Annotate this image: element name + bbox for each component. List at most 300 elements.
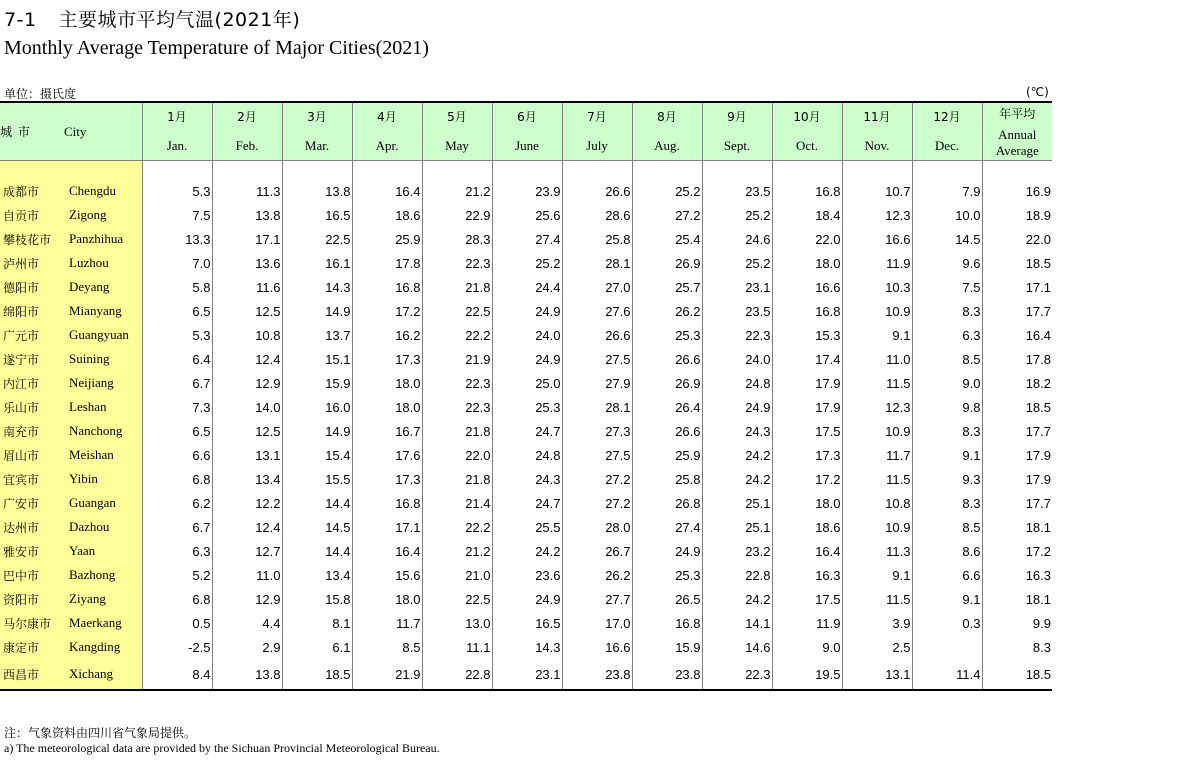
city-name-cn: 广安市 — [0, 491, 64, 515]
temperature-cell: 23.1 — [702, 275, 772, 299]
temperature-cell: 10.8 — [212, 323, 282, 347]
annual-average-cell: 17.8 — [982, 347, 1052, 371]
header-month-8 — [632, 102, 702, 161]
table-row — [0, 419, 1052, 443]
temperature-cell: 26.2 — [632, 299, 702, 323]
temperature-cell: 12.5 — [212, 299, 282, 323]
temperature-cell: 15.1 — [282, 347, 352, 371]
annual-average-cell: 17.9 — [982, 443, 1052, 467]
temperature-cell — [912, 635, 982, 659]
temperature-cell: 27.9 — [562, 371, 632, 395]
temperature-cell: 11.4 — [912, 659, 982, 689]
table-row — [0, 299, 1052, 323]
temperature-cell: 27.4 — [632, 515, 702, 539]
temperature-cell: 27.4 — [492, 227, 562, 251]
city-name-en: Zigong — [64, 203, 142, 227]
temperature-cell: 27.2 — [562, 467, 632, 491]
city-name-cn: 宜宾市 — [0, 467, 64, 491]
table-body — [0, 161, 1052, 691]
city-name-cn: 德阳市 — [0, 275, 64, 299]
header-annual-en — [983, 127, 1053, 160]
temperature-cell: 4.4 — [212, 611, 282, 635]
temperature-cell: 10.9 — [842, 515, 912, 539]
city-name-en: Guangyuan — [64, 323, 142, 347]
temperature-cell: 14.5 — [282, 515, 352, 539]
temperature-cell: 15.5 — [282, 467, 352, 491]
temperature-cell: 6.3 — [912, 323, 982, 347]
temperature-cell: 16.6 — [842, 227, 912, 251]
temperature-cell: 16.5 — [492, 611, 562, 635]
header-month-7 — [562, 102, 632, 161]
temperature-cell: 16.2 — [352, 323, 422, 347]
temperature-cell: -2.5 — [142, 635, 212, 659]
temperature-cell: 11.7 — [352, 611, 422, 635]
spacer-cell — [282, 161, 352, 180]
temperature-cell: 23.6 — [492, 563, 562, 587]
temperature-cell: 28.3 — [422, 227, 492, 251]
temperature-cell: 16.4 — [352, 539, 422, 563]
temperature-cell: 21.9 — [352, 659, 422, 689]
temperature-cell: 7.5 — [912, 275, 982, 299]
city-name-en: Meishan — [64, 443, 142, 467]
city-name-en: Yibin — [64, 467, 142, 491]
temperature-cell: 18.0 — [352, 371, 422, 395]
temperature-cell: 23.5 — [702, 179, 772, 203]
temperature-cell: 11.0 — [212, 563, 282, 587]
temperature-cell: 24.2 — [702, 467, 772, 491]
spacer-cell — [772, 161, 842, 180]
city-name-en: Mianyang — [64, 299, 142, 323]
city-name-en: Luzhou — [64, 251, 142, 275]
spacer-cell — [912, 161, 982, 180]
temperature-cell: 16.4 — [772, 539, 842, 563]
temperature-cell: 22.3 — [422, 251, 492, 275]
header-month-en: Sept. — [723, 138, 751, 153]
header-month-en: Aug. — [654, 138, 680, 153]
temperature-cell: 13.7 — [282, 323, 352, 347]
temperature-cell: 14.3 — [492, 635, 562, 659]
temperature-cell: 27.6 — [562, 299, 632, 323]
temperature-cell: 25.1 — [702, 491, 772, 515]
city-name-en: Chengdu — [64, 179, 142, 203]
city-name-en: Ziyang — [64, 587, 142, 611]
annual-average-cell: 18.2 — [982, 371, 1052, 395]
temperature-cell: 21.8 — [422, 467, 492, 491]
temperature-cell: 21.8 — [422, 275, 492, 299]
spacer-cell — [982, 161, 1052, 180]
temperature-cell: 0.3 — [912, 611, 982, 635]
temperature-cell: 12.4 — [212, 347, 282, 371]
temperature-cell: 15.9 — [282, 371, 352, 395]
temperature-cell: 2.9 — [212, 635, 282, 659]
header-annual-en-line2: Average — [995, 143, 1039, 158]
header-city-en: City — [64, 102, 142, 161]
temperature-cell: 23.1 — [492, 659, 562, 689]
table-row — [0, 275, 1052, 299]
annual-average-cell: 17.9 — [982, 467, 1052, 491]
table-title-cn-text: 主要城市平均气温(2021年) — [58, 9, 301, 31]
table-row — [0, 467, 1052, 491]
city-name-en: Guangan — [64, 491, 142, 515]
temperature-cell: 17.4 — [772, 347, 842, 371]
annual-average-cell: 16.4 — [982, 323, 1052, 347]
temperature-cell: 12.7 — [212, 539, 282, 563]
city-name-cn: 资阳市 — [0, 587, 64, 611]
temperature-cell: 11.5 — [842, 467, 912, 491]
table-row — [0, 203, 1052, 227]
table-row — [0, 227, 1052, 251]
temperature-cell: 27.2 — [562, 491, 632, 515]
table-row — [0, 179, 1052, 203]
header-month-en: Jan. — [166, 138, 188, 153]
temperature-cell: 21.4 — [422, 491, 492, 515]
temperature-cell: 12.5 — [212, 419, 282, 443]
city-name-en: Nanchong — [64, 419, 142, 443]
temperature-cell: 26.6 — [632, 419, 702, 443]
temperature-cell: 18.0 — [352, 395, 422, 419]
spacer-cell — [422, 161, 492, 180]
annual-average-cell: 8.3 — [982, 635, 1052, 659]
temperature-cell: 11.3 — [212, 179, 282, 203]
temperature-cell: 22.2 — [422, 323, 492, 347]
city-name-en: Leshan — [64, 395, 142, 419]
temperature-cell: 26.5 — [632, 587, 702, 611]
header-annual-cn: 年平均 — [999, 107, 1036, 121]
header-month-9 — [702, 102, 772, 161]
temperature-cell: 15.4 — [282, 443, 352, 467]
temperature-cell: 14.5 — [912, 227, 982, 251]
city-name-cn: 康定市 — [0, 635, 64, 659]
temperature-cell: 27.5 — [562, 443, 632, 467]
temperature-cell: 27.2 — [632, 203, 702, 227]
header-month-2 — [212, 102, 282, 161]
temperature-cell: 24.3 — [702, 419, 772, 443]
temperature-cell: 22.2 — [422, 515, 492, 539]
footnote-chinese: 注：气象资料由四川省气象局提供。 — [4, 726, 197, 740]
temperature-cell: 22.3 — [702, 659, 772, 689]
temperature-cell: 17.2 — [772, 467, 842, 491]
header-month-12 — [912, 102, 982, 161]
temperature-cell: 24.8 — [492, 443, 562, 467]
annual-average-cell: 17.7 — [982, 299, 1052, 323]
temperature-cell: 24.9 — [632, 539, 702, 563]
temperature-cell: 22.3 — [422, 371, 492, 395]
temperature-cell: 13.8 — [212, 203, 282, 227]
header-month-cn: 9月 — [727, 110, 747, 124]
temperature-cell: 8.6 — [912, 539, 982, 563]
temperature-cell: 18.6 — [352, 203, 422, 227]
temperature-cell: 9.1 — [842, 563, 912, 587]
temperature-cell: 10.0 — [912, 203, 982, 227]
temperature-cell: 26.8 — [632, 491, 702, 515]
table-row — [0, 659, 1052, 689]
city-name-cn: 雅安市 — [0, 539, 64, 563]
temperature-cell: 21.0 — [422, 563, 492, 587]
temperature-cell: 12.3 — [842, 395, 912, 419]
temperature-cell: 8.5 — [352, 635, 422, 659]
temperature-cell: 24.8 — [702, 371, 772, 395]
spacer-cell — [842, 161, 912, 180]
temperature-cell: 10.8 — [842, 491, 912, 515]
temperature-cell: 14.4 — [282, 491, 352, 515]
spacer-cell — [702, 161, 772, 180]
temperature-cell: 24.9 — [492, 587, 562, 611]
temperature-cell: 11.9 — [842, 251, 912, 275]
temperature-cell: 28.6 — [562, 203, 632, 227]
footnote-english: a) The meteorological data are provided by the Sichuan Provincial Meteorological Bureau. — [4, 741, 440, 755]
spacer-cell — [562, 161, 632, 180]
city-name-cn: 南充市 — [0, 419, 64, 443]
table-row — [0, 371, 1052, 395]
temperature-cell: 22.3 — [422, 395, 492, 419]
header-month-5 — [422, 102, 492, 161]
temperature-cell: 11.9 — [772, 611, 842, 635]
header-month-cn: 6月 — [517, 110, 537, 124]
temperature-cell: 17.9 — [772, 371, 842, 395]
city-name-en: Dazhou — [64, 515, 142, 539]
spacer-row — [0, 161, 1052, 180]
temperature-cell: 22.5 — [422, 587, 492, 611]
temperature-cell: 8.5 — [912, 347, 982, 371]
temperature-cell: 6.1 — [282, 635, 352, 659]
temperature-cell: 7.9 — [912, 179, 982, 203]
city-name-cn: 眉山市 — [0, 443, 64, 467]
city-name-cn: 广元市 — [0, 323, 64, 347]
annual-average-cell: 18.9 — [982, 203, 1052, 227]
temperature-cell: 21.2 — [422, 179, 492, 203]
temperature-cell: 19.5 — [772, 659, 842, 689]
temperature-cell: 15.9 — [632, 635, 702, 659]
temperature-cell: 6.5 — [142, 419, 212, 443]
header-month-6 — [492, 102, 562, 161]
temperature-cell: 15.6 — [352, 563, 422, 587]
city-name-cn: 马尔康市 — [0, 611, 64, 635]
temperature-cell: 13.1 — [842, 659, 912, 689]
table-row — [0, 635, 1052, 659]
header-month-en: May — [445, 138, 469, 153]
temperature-cell: 25.3 — [632, 563, 702, 587]
annual-average-cell: 18.1 — [982, 515, 1052, 539]
temperature-cell: 22.3 — [702, 323, 772, 347]
temperature-cell: 14.9 — [282, 299, 352, 323]
temperature-cell: 24.9 — [492, 299, 562, 323]
temperature-cell: 8.3 — [912, 419, 982, 443]
annual-average-cell: 18.5 — [982, 251, 1052, 275]
temperature-cell: 24.6 — [702, 227, 772, 251]
temperature-cell: 16.8 — [632, 611, 702, 635]
temperature-cell: 25.2 — [702, 203, 772, 227]
spacer-cell — [492, 161, 562, 180]
city-name-cn: 遂宁市 — [0, 347, 64, 371]
temperature-cell: 13.3 — [142, 227, 212, 251]
temperature-cell: 18.0 — [352, 587, 422, 611]
annual-average-cell: 16.3 — [982, 563, 1052, 587]
temperature-cell: 13.4 — [212, 467, 282, 491]
city-name-cn: 成都市 — [0, 179, 64, 203]
city-name-cn: 攀枝花市 — [0, 227, 64, 251]
header-row — [0, 102, 1052, 161]
temperature-cell: 9.0 — [772, 635, 842, 659]
header-month-en: Apr. — [375, 138, 399, 153]
city-name-en: Yaan — [64, 539, 142, 563]
temperature-cell: 8.1 — [282, 611, 352, 635]
temperature-cell: 12.9 — [212, 371, 282, 395]
header-month-en: Mar. — [304, 138, 330, 153]
temperature-table — [0, 101, 1052, 691]
temperature-cell: 18.0 — [772, 491, 842, 515]
temperature-cell: 17.5 — [772, 419, 842, 443]
temperature-cell: 22.8 — [422, 659, 492, 689]
header-month-cn: 4月 — [377, 110, 397, 124]
city-name-en: Kangding — [64, 635, 142, 659]
header-month-4 — [352, 102, 422, 161]
temperature-cell: 6.5 — [142, 299, 212, 323]
temperature-cell: 24.2 — [702, 587, 772, 611]
temperature-cell: 17.6 — [352, 443, 422, 467]
header-month-en: Feb. — [235, 138, 259, 153]
temperature-cell: 14.6 — [702, 635, 772, 659]
temperature-cell: 24.7 — [492, 419, 562, 443]
header-month-cn: 1月 — [167, 110, 187, 124]
header-month-en: Dec. — [934, 138, 960, 153]
temperature-cell: 25.2 — [702, 251, 772, 275]
annual-average-cell: 18.5 — [982, 659, 1052, 689]
temperature-cell: 10.9 — [842, 299, 912, 323]
temperature-cell: 9.1 — [912, 587, 982, 611]
temperature-cell: 25.5 — [492, 515, 562, 539]
temperature-cell: 9.8 — [912, 395, 982, 419]
temperature-cell: 26.6 — [632, 347, 702, 371]
city-name-cn: 绵阳市 — [0, 299, 64, 323]
annual-average-cell: 18.5 — [982, 395, 1052, 419]
temperature-cell: 17.3 — [352, 347, 422, 371]
header-month-en: Oct. — [795, 138, 819, 153]
temperature-cell: 11.0 — [842, 347, 912, 371]
temperature-cell: 16.8 — [352, 491, 422, 515]
temperature-cell: 13.4 — [282, 563, 352, 587]
temperature-cell: 16.3 — [772, 563, 842, 587]
temperature-cell: 17.3 — [352, 467, 422, 491]
annual-average-cell: 17.1 — [982, 275, 1052, 299]
temperature-cell: 23.5 — [702, 299, 772, 323]
bottom-rule-cell — [0, 689, 1052, 690]
temperature-cell: 6.7 — [142, 371, 212, 395]
temperature-cell: 23.8 — [562, 659, 632, 689]
temperature-cell: 9.0 — [912, 371, 982, 395]
temperature-cell: 16.8 — [772, 179, 842, 203]
temperature-cell: 11.1 — [422, 635, 492, 659]
temperature-cell: 24.4 — [492, 275, 562, 299]
spacer-cell — [212, 161, 282, 180]
temperature-cell: 21.9 — [422, 347, 492, 371]
header-month-cn: 8月 — [657, 110, 677, 124]
annual-average-cell: 17.7 — [982, 419, 1052, 443]
temperature-cell: 23.9 — [492, 179, 562, 203]
temperature-cell: 17.2 — [352, 299, 422, 323]
temperature-cell: 12.9 — [212, 587, 282, 611]
temperature-cell: 17.9 — [772, 395, 842, 419]
city-name-cn: 内江市 — [0, 371, 64, 395]
annual-average-cell: 16.9 — [982, 179, 1052, 203]
header-month-cn: 3月 — [307, 110, 327, 124]
temperature-cell: 18.0 — [772, 251, 842, 275]
header-month-cn: 2月 — [237, 110, 257, 124]
temperature-cell: 25.2 — [492, 251, 562, 275]
temperature-cell: 17.3 — [772, 443, 842, 467]
city-name-en: Deyang — [64, 275, 142, 299]
temperature-cell: 13.0 — [422, 611, 492, 635]
temperature-cell: 16.5 — [282, 203, 352, 227]
header-month-10 — [772, 102, 842, 161]
temperature-cell: 8.5 — [912, 515, 982, 539]
temperature-cell: 14.0 — [212, 395, 282, 419]
table-row — [0, 611, 1052, 635]
header-annual-en-line1: Annual — [998, 127, 1037, 142]
city-name-en: Panzhihua — [64, 227, 142, 251]
temperature-cell: 6.8 — [142, 587, 212, 611]
temperature-cell: 5.3 — [142, 179, 212, 203]
temperature-cell: 16.1 — [282, 251, 352, 275]
temperature-cell: 16.6 — [772, 275, 842, 299]
temperature-cell: 5.8 — [142, 275, 212, 299]
temperature-cell: 18.4 — [772, 203, 842, 227]
city-name-en: Maerkang — [64, 611, 142, 635]
temperature-cell: 6.6 — [142, 443, 212, 467]
city-name-cn: 泸州市 — [0, 251, 64, 275]
temperature-cell: 12.4 — [212, 515, 282, 539]
temperature-cell: 21.8 — [422, 419, 492, 443]
temperature-cell: 17.8 — [352, 251, 422, 275]
temperature-cell: 14.1 — [702, 611, 772, 635]
header-month-en: Nov. — [864, 138, 890, 153]
spacer-cell — [352, 161, 422, 180]
temperature-cell: 24.2 — [492, 539, 562, 563]
temperature-cell: 6.4 — [142, 347, 212, 371]
temperature-cell: 15.8 — [282, 587, 352, 611]
temperature-cell: 7.0 — [142, 251, 212, 275]
temperature-cell: 6.7 — [142, 515, 212, 539]
table-row — [0, 563, 1052, 587]
table-title-english: Monthly Average Temperature of Major Cities(2021) — [4, 37, 429, 59]
temperature-cell: 16.7 — [352, 419, 422, 443]
temperature-cell: 17.1 — [212, 227, 282, 251]
header-month-3 — [282, 102, 352, 161]
temperature-cell: 27.7 — [562, 587, 632, 611]
temperature-cell: 14.3 — [282, 275, 352, 299]
city-name-en: Xichang — [64, 659, 142, 689]
temperature-cell: 22.5 — [282, 227, 352, 251]
header-annual-average — [982, 102, 1052, 161]
temperature-cell: 11.5 — [842, 587, 912, 611]
temperature-cell: 25.6 — [492, 203, 562, 227]
temperature-cell: 22.5 — [422, 299, 492, 323]
temperature-cell: 25.0 — [492, 371, 562, 395]
spacer-cell — [0, 161, 64, 180]
temperature-cell: 12.3 — [842, 203, 912, 227]
temperature-cell: 28.1 — [562, 395, 632, 419]
header-month-cn: 10月 — [793, 110, 821, 124]
temperature-cell: 5.2 — [142, 563, 212, 587]
temperature-cell: 24.9 — [702, 395, 772, 419]
temperature-cell: 5.3 — [142, 323, 212, 347]
temperature-cell: 11.5 — [842, 371, 912, 395]
header-month-cn: 11月 — [863, 110, 891, 124]
city-name-cn: 自贡市 — [0, 203, 64, 227]
city-name-cn: 达州市 — [0, 515, 64, 539]
unit-label: 单位：摄氏度 — [4, 87, 77, 101]
temperature-cell: 13.8 — [212, 659, 282, 689]
temperature-cell: 10.3 — [842, 275, 912, 299]
